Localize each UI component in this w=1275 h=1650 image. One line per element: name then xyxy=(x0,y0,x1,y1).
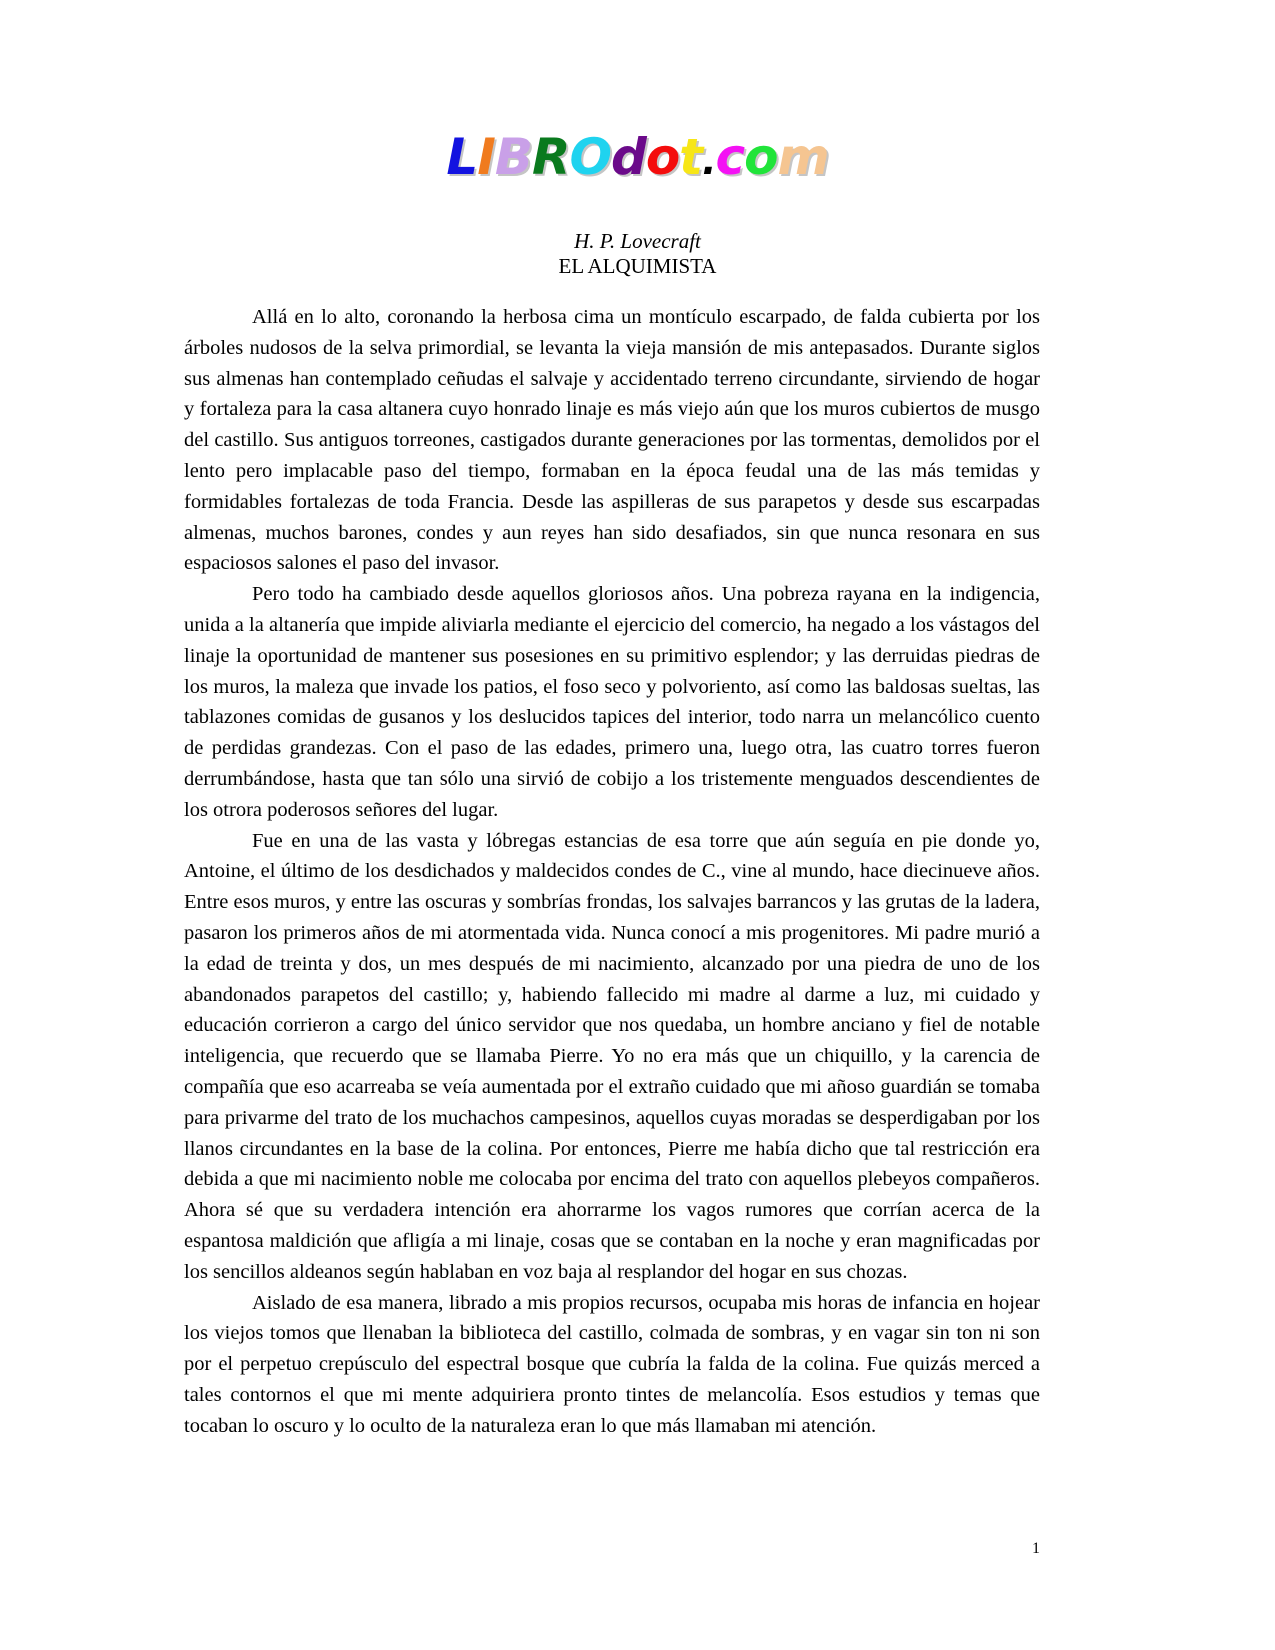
logo-letter: c xyxy=(715,128,745,186)
logo-letter: O xyxy=(569,128,612,186)
body-text-column xyxy=(184,302,1040,1441)
logo-letter: d xyxy=(611,128,646,186)
page-title: EL ALQUIMISTA xyxy=(558,254,717,278)
logo-letter: R xyxy=(531,128,570,186)
page-number: 1 xyxy=(1032,1540,1040,1557)
body-paragraph: Aislado de esa manera, librado a mis propios recursos, ocupaba mis horas de infancia en hojear los viejos tomos que llenaban la biblioteca del castillo, colmada de sombras, y en vagar sin ton ni son por el perpetuo crepúsculo del espectral bosque que cubría la falda de la colina. Fue quizás merced a tales contornos el que mi mente adquiriera pronto tintes de melancolía. Esos estudios y temas que tocaban lo oscuro y lo oculto de la naturaleza eran lo que más llamaban mi atención. xyxy=(184,1291,1040,1437)
body-paragraph: Allá en lo alto, coronando la herbosa cima un montículo escarpado, de falda cubierta por los árboles nudosos de la selva primordial, se levanta la vieja mansión de mis antepasados. Durante siglos sus almenas han contemplado ceñudas el salvaje y accidentado terreno circundante, sirviendo de hogar y fortaleza para la casa altanera cuyo honrado linaje es más viejo aún que los muros cubiertos de musgo del castillo. Sus antiguos torreones, castigados durante generaciones por las tormentas, demolidos por el lento pero implacable paso del tiempo, formaban en la época feudal una de las más temidas y formidables fortalezas de toda Francia. Desde las aspilleras de sus parapetos y desde sus escarpadas almenas, muchos barones, condes y aun reyes han sido desafiados, sin que nunca resonara en sus espaciosos salones el paso del invasor. xyxy=(184,306,1040,575)
librodot-logo-text[interactable] xyxy=(446,128,829,186)
logo-letter: L xyxy=(446,128,478,186)
logo-letter: o xyxy=(645,128,680,186)
body-paragraph: Pero todo ha cambiado desde aquellos gloriosos años. Una pobreza rayana en la indigencia, unida a la altanería que impide aliviarla mediante el ejercicio del comercio, ha negado a los vástagos del linaje la oportunidad de mantener sus posesiones en su primitivo esplendor; y las derruidas piedras de los muros, la maleza que invade los patios, el foso seco y polvoriento, así como las baldosas sueltas, las tablazones comidas de gusanos y los deslucidos tapices del interior, todo narra un melancólico cuento de perdidas grandezas. Con el paso de las edades, primero una, luego otra, las cuatro torres fueron derrumbándose, hasta que tan sólo una sirvió de cobijo a los tristemente menguados descendientes de los otrora poderosos señores del lugar. xyxy=(184,583,1040,821)
body-paragraph: Fue en una de las vasta y lóbregas estancias de esa torre que aún seguía en pie donde yo, Antoine, el último de los desdichados y maldecidos condes de C., vine al mundo, hace diecinueve años. Entre esos muros, y entre las oscuras y sombrías frondas, los salvajes barrancos y las grutas de la ladera, pasaron los primeros años de mi atormentada vida. Nunca conocí a mis progenitores. Mi padre murió a la edad de treinta y dos, un mes después de mi nacimiento, alcanzado por una piedra de uno de los abandonados parapetos del castillo; y, habiendo fallecido mi madre al darme a luz, mi cuidado y educación corrieron a cargo del único servidor que nos quedaba, un hombre anciano y fiel de notable inteligencia, que recuerdo que se llamaba Pierre. Yo no era más que un chiquillo, y la carencia de compañía que eso acarreaba se veía aumentada por el extraño cuidado que mi añoso guardián se tomaba para privarme del trato de los muchachos campesinos, aquellos cuyas moradas se desperdigaban por los llanos circundantes en la base de la colina. Por entonces, Pierre me había dicho que tal restricción era debida a que mi nacimiento noble me colocaba por encima del trato con aquellos plebeyos compañeros. Ahora sé que su verdadera intención era ahorrarme los vagos rumores que corrían acerca de la espantosa maldición que afligía a mi linaje, cosas que se contaban en la noche y eran magnificadas por los sencillos aldeanos según hablaban en voz baja al resplandor del hogar en sus chozas. xyxy=(184,829,1040,1283)
logo-letter: m xyxy=(777,128,829,186)
logo-letter: . xyxy=(702,139,716,183)
author-byline: H. P. Lovecraft xyxy=(574,229,701,253)
logo-letter: I xyxy=(477,128,495,186)
logo-letter: B xyxy=(494,128,532,186)
logo-letter: o xyxy=(744,128,778,186)
logo-letter: t xyxy=(679,128,703,186)
site-logo[interactable] xyxy=(0,128,1275,186)
